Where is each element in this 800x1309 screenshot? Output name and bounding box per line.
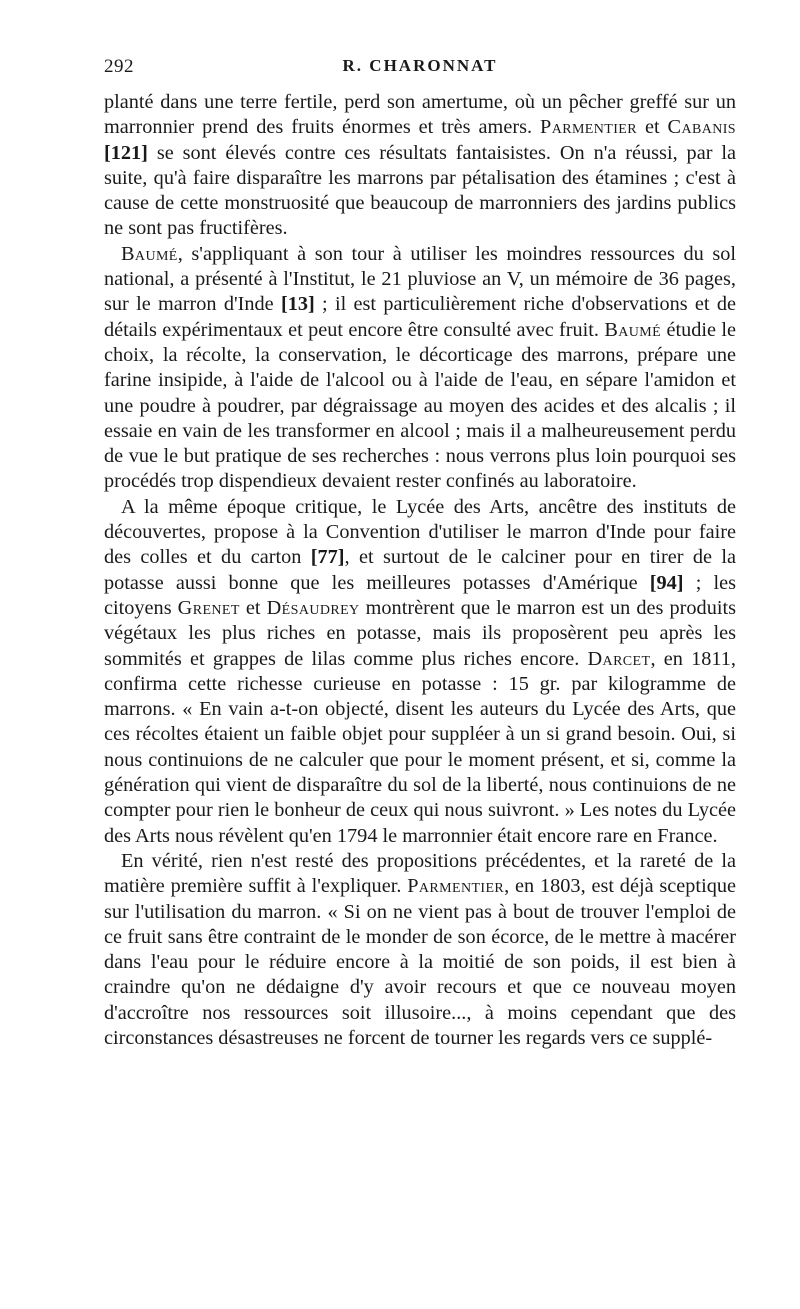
author-name: Darcet — [587, 647, 651, 670]
text-run: et — [239, 596, 267, 619]
paragraph — [104, 90, 736, 242]
paragraph — [104, 242, 736, 495]
citation-ref: [77] — [310, 546, 345, 569]
author-name: Parmentier — [407, 875, 505, 898]
text-run: , s'appliquant à son tour à utiliser les moindres ressources du sol national, a présenté à l'Institut, le 21 pluviose an V, un mémoire de 36 pages, sur le marron d'Inde — [104, 242, 736, 316]
paragraph — [104, 849, 736, 1051]
author-name: Baumé — [121, 242, 178, 265]
text-run: montrèrent que le marron est un des produits végétaux les plus riches en potasse, mais ils proposèrent peu après les sommités et grappes de lilas comme plus riches encore. — [104, 596, 736, 670]
body-text — [104, 90, 736, 1051]
citation-ref: [121] — [104, 141, 148, 164]
citation-ref: [13] — [280, 293, 315, 316]
page-header — [104, 56, 736, 90]
text-run: et — [636, 116, 668, 139]
text-run: , en 1803, est déjà sceptique sur l'utilisation du marron. « Si on ne vient pas à bout de trouver l'emploi de ce fruit sans être contraint de le monder de son écorce, de le mettre à macérer dans l'eau pour le réduire encore à la moitié de son poids, il est bien à craindre qu'on ne dédaigne d'y avoir recours et que ce nouveau moyen d'accroître nos ressources soit illusoire..., à moins cependant que des circonstances désastreuses ne forcent de tourner les regards vers ce supplé- — [104, 875, 736, 1049]
author-name: Cabanis — [667, 116, 736, 139]
author-name: Désaudrey — [266, 596, 360, 619]
text-run: ; les citoyens — [104, 571, 736, 619]
author-name: Grenet — [177, 596, 240, 619]
text-run: se sont élevés contre ces résultats fantaisistes. On n'a réussi, par la suite, qu'à faire disparaître les marrons par pétalisation des étamines ; c'est à cause de cette monstruosité que beaucoup de marronniers des jardins publics ne sont pas fructifères. — [104, 141, 736, 240]
text-run: A la même époque critique, le Lycée des Arts, ancêtre des instituts de découvertes, propose à la Convention d'utiliser le marron d'Inde pour faire des colles et du carton — [104, 495, 736, 569]
citation-ref: [94] — [649, 571, 684, 594]
text-run: ; il est particulièrement riche d'observations et de détails expérimentaux et peut encore être consulté avec fruit. — [104, 293, 736, 341]
text-run: planté dans une terre fertile, perd son amertume, où un pêcher greffé sur un marronnier prend des fruits énormes et très amers. — [104, 91, 736, 139]
text-run: , en 1811, confirma cette richesse curieuse en potasse : 15 gr. par kilogramme de marrons. « En vain a-t-on objecté, disent les auteurs du Lycée des Arts, que ces récoltes étaient un faible objet pour suppléer à un si grand besoin. Oui, si nous continuions de ne calculer que pour le moment présent, et si, comme la génération qui vient de disparaître du sol de la liberté, nous continuions de ne compter pour rien le bonheur de ceux qui nous suivront. » Les notes du Lycée des Arts nous révèlent qu'en 1794 le marronnier était encore rare en France. — [104, 647, 737, 847]
author-name: Parmentier — [540, 116, 637, 139]
page-number: 292 — [104, 56, 134, 77]
book-page — [104, 56, 736, 1051]
text-run: étudie le choix, la récolte, la conservation, le décorticage des marrons, prépare une farine insipide, à l'aide de l'alcool ou à l'aide de l'eau, en sépare l'amidon et une poudre à poudrer, par dégraissage au moyen des acides et des alcalis ; il essaie en vain de les transformer en alcool ; mais il a malheureusement perdu de vue le but pratique de ses recherches : nous verrons plus loin pourquoi ses procédés trop dispendieux devaient rester confinés au laboratoire. — [104, 318, 736, 493]
author-name: Baumé — [604, 318, 662, 341]
paragraph — [104, 495, 736, 849]
text-run: , et surtout de le calciner pour en tirer de la potasse aussi bonne que les meilleures potasses d'Amérique — [104, 546, 736, 594]
text-run: En vérité, rien n'est resté des propositions précédentes, et la rareté de la matière première suffit à l'expliquer. — [104, 849, 736, 898]
running-head: R. CHARONNAT — [342, 56, 498, 75]
